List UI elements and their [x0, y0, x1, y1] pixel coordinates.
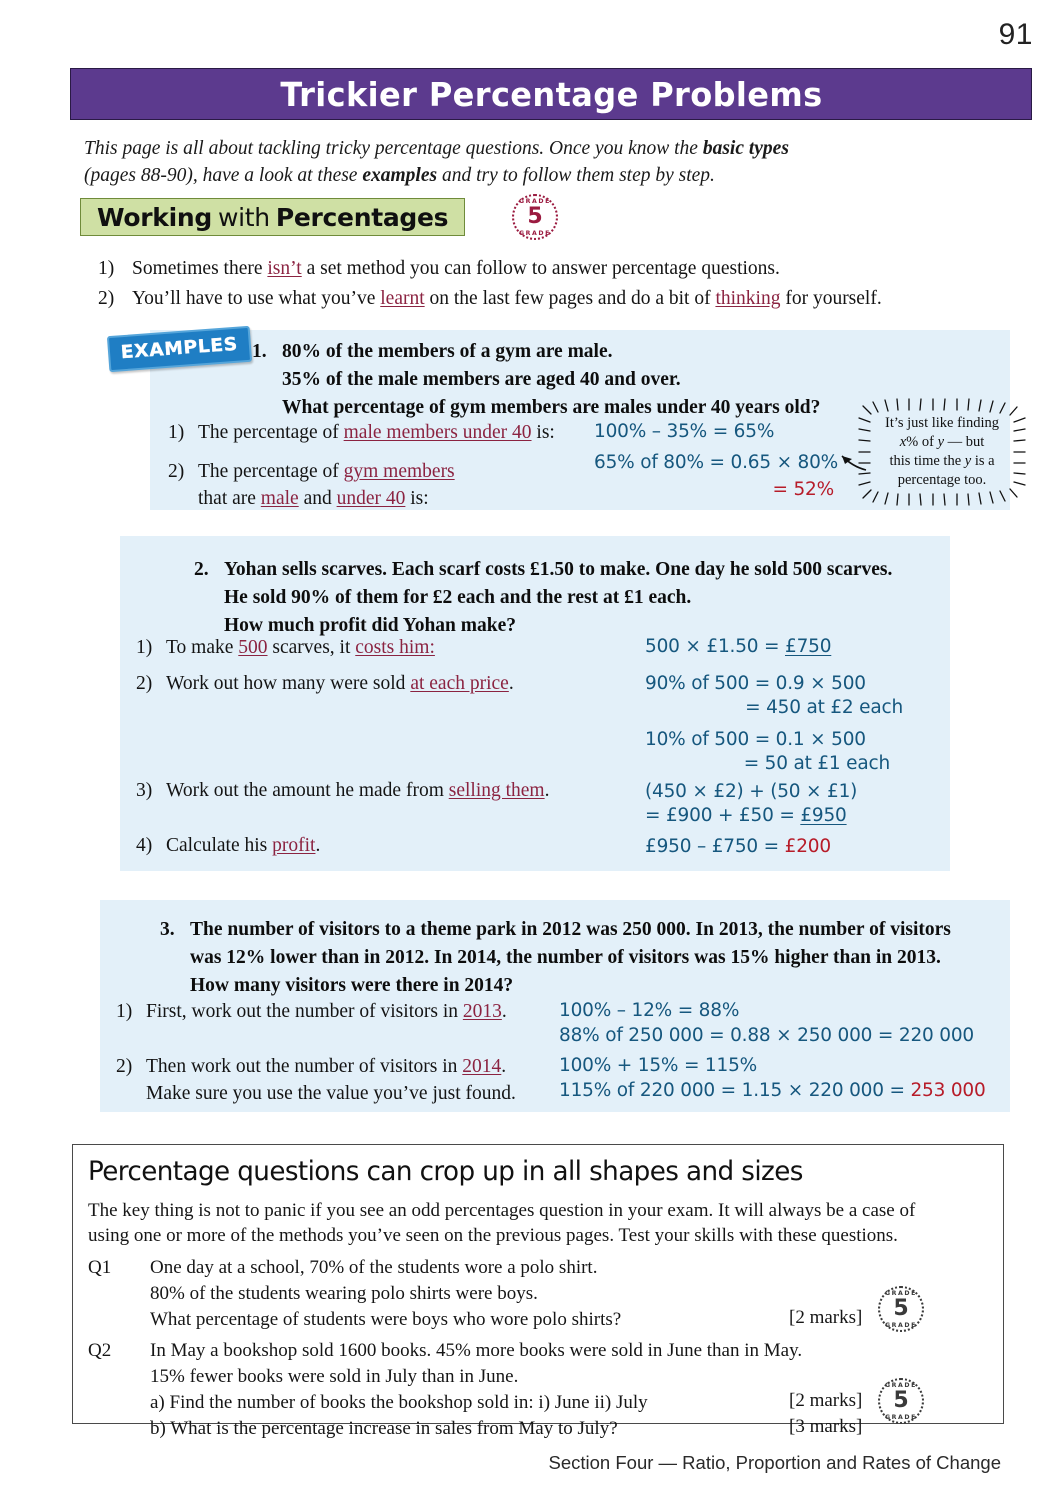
list-item [98, 284, 1018, 314]
example-2-working-2a: 90% of 500 = 0.9 × 500 [645, 673, 866, 694]
step-line-2: Make sure you use the value you’ve just found. [146, 1083, 516, 1104]
step-marker: 1) [116, 1001, 133, 1022]
step-row [136, 832, 626, 859]
list-marker: 1) [98, 258, 115, 279]
tip-var-x: x [899, 434, 907, 450]
page-footer [0, 1452, 1031, 1474]
exercise-question-2 [88, 1338, 908, 1442]
exercise-intro [88, 1198, 988, 1248]
intro-line2-a: (pages 88-90), have a look at these [84, 165, 363, 186]
question-line-1: The number of visitors to a theme park in 2012 was 250 000. In 2013, the number of visitors [190, 919, 951, 940]
q2a-marks: [2 marks] [789, 1390, 863, 1411]
tip-text: It’s just like finding x% of y — but this time the y is a percentage too. [885, 415, 999, 488]
exercise-title: Percentage questions can crop up in all shapes and sizes [88, 1156, 803, 1187]
step-marker: 2) [136, 673, 153, 694]
exercise-question-1 [88, 1255, 908, 1333]
question-number: 3. [160, 919, 175, 940]
section-heading-bold-2: Percentages [275, 202, 449, 232]
q1-marks: [2 marks] [789, 1307, 863, 1328]
question-row [160, 944, 990, 972]
step-marker: 1) [136, 637, 153, 658]
grade-stamp-q2 [878, 1378, 924, 1429]
question-row [160, 972, 990, 1000]
final-answer: 253 000 [910, 1080, 986, 1101]
stamp-word-top: GRADE [885, 1381, 917, 1389]
example-3-step-1 [116, 998, 556, 1025]
underlined-result: £950 [800, 805, 847, 826]
step-row [168, 419, 588, 446]
page-number: 91 [998, 18, 1033, 51]
question-line-2: was 12% lower than in 2012. In 2014, the number of visitors was 15% higher than in 2013. [190, 947, 941, 968]
question-line-2: 35% of the male members are aged 40 and over. [282, 369, 681, 390]
exercise-intro-line-2: using one or more of the methods you’ve seen on the previous pages. Test your skills with these questions. [88, 1225, 898, 1246]
step-row [136, 777, 626, 804]
step-text: The percentage of male members under 40 is: [198, 422, 555, 443]
list-text: You’ll have to use what you’ve learnt on the last few pages and do a bit of thinking for yourself. [132, 288, 882, 309]
spacer [252, 394, 282, 422]
grade-stamp-section [512, 194, 558, 245]
tip-line-4: percentage too. [897, 472, 987, 488]
grade-stamp-icon [878, 1378, 924, 1424]
step-text: The percentage of gym members that are male and under 40 is: [198, 461, 455, 509]
example-1-steps [168, 419, 588, 512]
question-line-1: Yohan sells scarves. Each scarf costs £1.50 to make. One day he sold 500 scarves. [224, 559, 893, 580]
question-line-2: He sold 90% of them for £2 each and the rest at £1 each. [224, 587, 692, 608]
examples-tag-label: EXAMPLES [120, 333, 239, 364]
step-text: Then work out the number of visitors in 2014. Make sure you use the value you’ve just found. [146, 1056, 516, 1104]
step-text: First, work out the number of visitors in 2013. [146, 1001, 507, 1022]
final-answer: £200 [784, 836, 831, 857]
q1-line-2: 80% of the students wearing polo shirts were boys. [150, 1283, 538, 1304]
underlined-term: under 40 [336, 488, 406, 509]
list-marker: 2) [98, 288, 115, 309]
step-text: To make 500 scarves, it costs him: [166, 637, 435, 658]
example-3-working-2a: 100% + 15% = 115% [559, 1055, 758, 1076]
step-row [116, 1053, 556, 1107]
intro-line1-a: This page is all about tackling tricky percentage questions. Once you know the [84, 138, 703, 159]
section-heading-bold-1: Working [97, 202, 212, 232]
question-row [252, 366, 872, 394]
spacer [160, 944, 190, 972]
tip-line-1: It’s just like finding [885, 415, 999, 431]
list-item [98, 254, 1018, 284]
step-row [116, 998, 556, 1025]
example-3-working-2b: 115% of 220 000 = 1.15 × 220 000 = 253 000 [559, 1080, 986, 1101]
example-2-step-3 [136, 777, 626, 804]
stamp-number: 5 [527, 204, 543, 229]
example-2-working-4: £950 – £750 = £200 [645, 836, 831, 857]
question-row [160, 916, 990, 944]
step-row [136, 670, 626, 697]
example-2-working-1: 500 × £1.50 = £750 [645, 636, 832, 657]
step-marker: 4) [136, 835, 153, 856]
underlined-term: thinking [715, 288, 781, 309]
tip-var-y: y [937, 434, 944, 450]
underlined-term: costs him: [355, 637, 435, 658]
question-line-1: 80% of the members of a gym are male. [282, 341, 613, 362]
stamp-word-top: GRADE [519, 197, 551, 205]
example-3-working-1b: 88% of 250 000 = 0.88 × 250 000 = 220 000 [559, 1025, 974, 1046]
underlined-term: male [260, 488, 299, 509]
example-1-working-line-1: 100% – 35% = 65% [594, 421, 775, 442]
example-2-working-3a: (450 × £2) + (50 × £1) [645, 781, 858, 802]
stamp-word-bottom: GRADE [885, 1321, 917, 1329]
question-row [194, 556, 934, 584]
step-text: Calculate his profit. [166, 835, 321, 856]
question-number: 1. [252, 341, 267, 362]
page-title: Trickier Percentage Problems [279, 74, 823, 114]
example-1-working-answer: = 52% [772, 479, 834, 500]
step-row [136, 634, 626, 661]
grade-stamp-q1 [878, 1286, 924, 1337]
tip-arrow-icon [828, 448, 868, 476]
intro-line2-bold: examples [362, 165, 438, 186]
example-2-step-4 [136, 832, 626, 859]
q2-part-b: b) What is the percentage increase in sales from May to July? [150, 1418, 618, 1439]
example-2-step-1 [136, 634, 626, 661]
grade-stamp-icon [878, 1286, 924, 1332]
q2-line-2: 15% fewer books were sold in July than in June. [150, 1366, 519, 1387]
example-2-working-2b: = 450 at £2 each [745, 697, 903, 718]
question-number: 2. [194, 559, 209, 580]
stamp-number: 5 [893, 1296, 909, 1321]
intro-paragraph [84, 135, 984, 189]
underlined-term: 2013 [462, 1001, 502, 1022]
underlined-term: learnt [380, 288, 425, 309]
page-title-banner [70, 68, 1032, 120]
q2b-marks: [3 marks] [789, 1416, 863, 1437]
intro-line1-bold: basic types [702, 138, 789, 159]
top-numbered-list [98, 254, 1018, 314]
example-3-question [160, 916, 990, 1000]
question-line-3: How many visitors were there in 2014? [190, 975, 514, 996]
underlined-term: male members under 40 [343, 422, 532, 443]
step-marker: 2) [168, 461, 185, 482]
underlined-term: 2014 [462, 1056, 502, 1077]
step-marker: 2) [116, 1056, 133, 1077]
example-1-working-line-2: 65% of 80% = 0.65 × 80% [594, 452, 839, 473]
section-heading-box [80, 198, 465, 236]
example-2-step-2 [136, 670, 626, 697]
list-text: Sometimes there isn’t a set method you can follow to answer percentage questions. [132, 258, 780, 279]
question-tag: Q1 [88, 1257, 112, 1278]
spacer [252, 366, 282, 394]
spacer [160, 972, 190, 1000]
underlined-term: profit [272, 835, 316, 856]
footer-text: Section Four — Ratio, Proportion and Rates of Change [548, 1452, 1001, 1473]
tip-callout [857, 396, 1027, 508]
example-2-question [194, 556, 934, 640]
example-2-working-2c: 10% of 500 = 0.1 × 500 [645, 729, 866, 750]
q1-line-3: What percentage of students were boys who wore polo shirts? [150, 1309, 622, 1330]
step-marker: 1) [168, 422, 185, 443]
stamp-word-bottom: GRADE [519, 229, 551, 237]
question-line-3: How much profit did Yohan make? [224, 615, 517, 636]
underlined-term: selling them [448, 780, 545, 801]
example-3-working-1a: 100% – 12% = 88% [559, 1000, 740, 1021]
example-2-working-2d: = 50 at £1 each [743, 753, 890, 774]
q2-part-a: a) Find the number of books the bookshop sold in: i) June ii) July [150, 1392, 648, 1413]
tip-var-y2: y [964, 453, 972, 469]
intro-line2-c: and try to follow them step by step. [437, 165, 715, 186]
question-row [194, 584, 934, 612]
underlined-term: gym members [343, 461, 455, 482]
question-line-3: What percentage of gym members are males under 40 years old? [282, 397, 821, 418]
step-row [168, 458, 588, 512]
stamp-number: 5 [893, 1388, 909, 1413]
underlined-term: at each price [410, 673, 509, 694]
question-row [252, 338, 872, 366]
example-3-step-2 [116, 1053, 556, 1107]
question-tag: Q2 [88, 1340, 112, 1361]
underlined-term: 500 [238, 637, 268, 658]
step-text: Work out the amount he made from selling them. [166, 780, 550, 801]
step-text: Work out how many were sold at each price. [166, 673, 514, 694]
step-marker: 3) [136, 780, 153, 801]
stamp-word-bottom: GRADE [885, 1413, 917, 1421]
stamp-word-top: GRADE [885, 1289, 917, 1297]
exercise-intro-line-1: The key thing is not to panic if you see an odd percentages question in your exam. It will always be a case of [88, 1200, 916, 1221]
spacer [194, 584, 224, 612]
grade-stamp-icon [512, 194, 558, 240]
q2-line-1: In May a bookshop sold 1600 books. 45% more books were sold in June than in May. [150, 1340, 803, 1361]
underlined-term: isn’t [267, 258, 302, 279]
example-2-working-3b: = £900 + £50 = £950 [645, 805, 847, 826]
q1-line-1: One day at a school, 70% of the students wore a polo shirt. [150, 1257, 598, 1278]
underlined-result: £750 [785, 636, 832, 657]
example-1-question [252, 338, 872, 422]
section-heading-normal: with [217, 202, 270, 232]
